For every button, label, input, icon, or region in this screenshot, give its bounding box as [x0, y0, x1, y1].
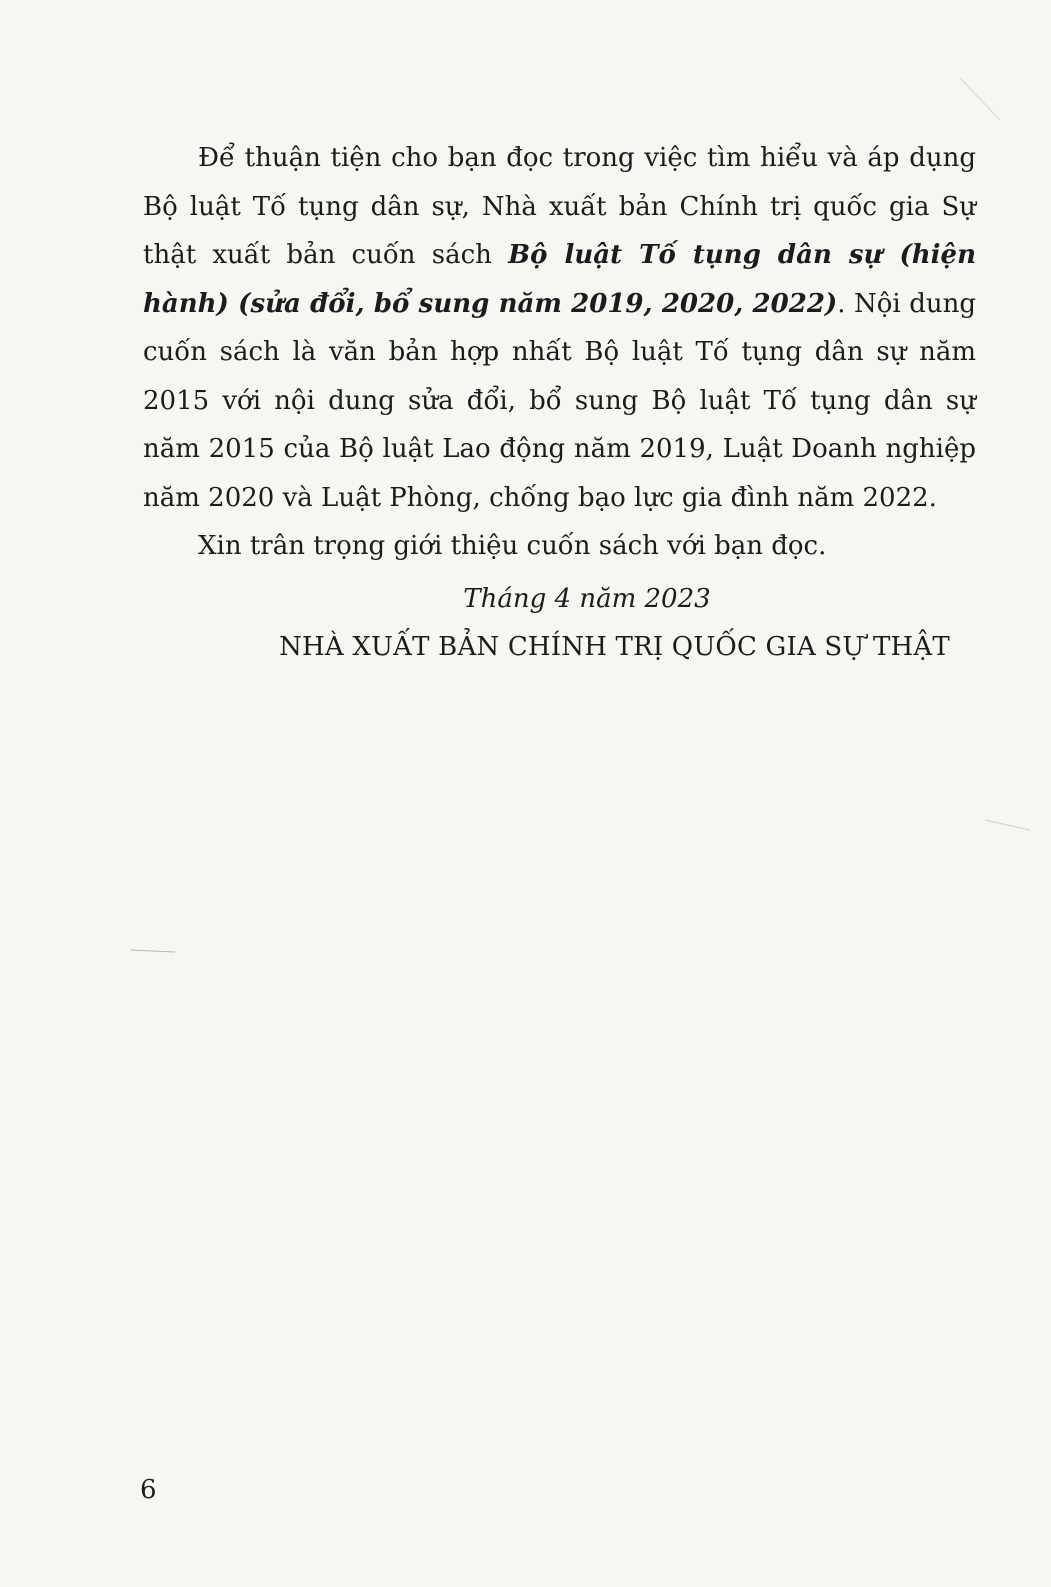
corner-crease	[960, 78, 1000, 120]
publisher-name: NHÀ XUẤT BẢN CHÍNH TRỊ QUỐC GIA SỰ THẬT	[279, 632, 950, 662]
introduction-line: Xin trân trọng giới thiệu cuốn sách với bạn đọc.	[198, 531, 827, 561]
preface-text	[143, 134, 976, 672]
book-title: Bộ luật Tố tụng dân sự (hiện hành) (sửa đổi, bổ sung năm 2019, 2020, 2022)	[143, 240, 976, 319]
page-scratch-right	[985, 820, 1030, 830]
page-scratch-left	[130, 950, 175, 952]
preface-paragraph	[143, 134, 976, 522]
page-number: 6	[140, 1475, 157, 1505]
date-line: Tháng 4 năm 2023	[463, 583, 711, 614]
paragraph-text-end: . Nội dung cuốn sách là văn bản hợp nhất Bộ luật Tố tụng dân sự năm 2015 với nội dung sửa đổi, bổ sung Bộ luật Tố tụng dân sự năm 2015 của Bộ luật Lao động năm 2019, Luật Doanh nghiệp năm 2020 và Luật Phòng, chống bạo lực gia đình năm 2022.	[143, 288, 976, 513]
paragraph-text-start: Để thuận tiện cho bạn đọc trong việc tìm hiểu và áp dụng Bộ luật Tố tụng dân sự, Nhà xuất bản Chính trị quốc gia Sự thật xuất bản cuốn sách	[143, 143, 976, 270]
